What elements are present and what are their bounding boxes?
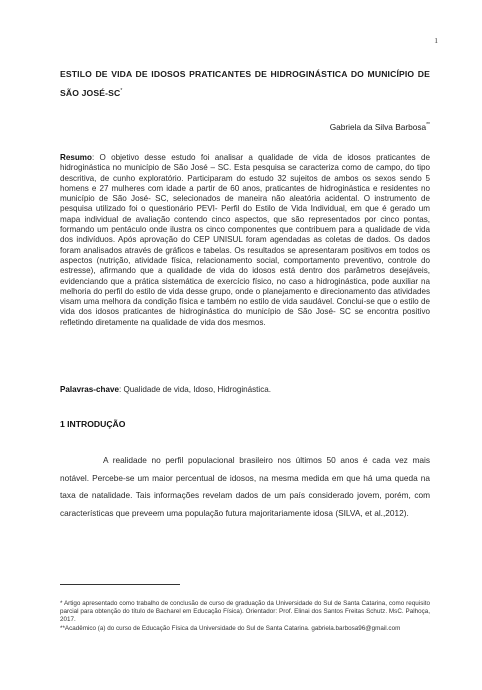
section-heading: 1 INTRODUÇÃO — [60, 419, 126, 429]
paper-title-text: ESTILO DE VIDA DE IDOSOS PRATICANTES DE HIDROGINÁSTICA DO MUNICÍPIO DE SÃO JOSÉ-SC — [60, 69, 430, 98]
footnote-1: * Artigo apresentado como trabalho de conclusão de curso de graduação da Universidade do Sul de Santa Catarina, como requisito parcial para obtenção do título de Bacharel em Educação Física). Orientador: Prof. Elinai dos Santos Freitas Schutz. MsC. Palhoça, 2017. — [60, 600, 430, 624]
author-name: Gabriela da Silva Barbosa — [329, 122, 427, 132]
abstract-label: Resumo — [60, 153, 92, 162]
footnote-2: **Acadêmico (a) do curso de Educação Física da Universidade do Sul de Santa Catarina. gabriela.barbosa96@gmail.com — [60, 624, 401, 632]
footnote-divider — [60, 584, 180, 585]
paper-title — [60, 66, 430, 102]
keywords-label: Palavras-chave — [60, 385, 119, 394]
keywords-text: : Qualidade de vida, Idoso, Hidroginástica. — [118, 385, 272, 394]
abstract-text: : O objetivo desse estudo foi analisar a qualidade de vida de idosos praticantes de hidroginástica no município de São José – SC. Esta pesquisa se caracteriza como de campo, do tipo descritiva, de cunho exploratório. Participaram do estudo 32 sujeitos de ambos os sexos sendo 5 homens e 27 mulheres com idade a partir de 60 anos, praticantes de hidroginástica e residentes no município de São José- SC, selecionados de maneira não aleatória acidental. O instrumento de pesquisa utilizado foi o questionário PEVI- Perfil do Estilo de Vida Individual, em que é gerado um mapa individual de avaliação contendo cinco aspectos, que são representados por cinco pontas, formando um pentáculo onde ilustra os cinco componentes que contribuem para a qualidade de vida dos indivíduos. Após aprovação do CEP UNISUL foram agendadas as coletas de dados. Os dados foram analisados através de gráficos e tabelas. Os resultados se apresentaram positivos em todos os aspectos (nutrição, atividade física, relacionamento social, comportamento preventivo, controle do estresse), afirmando que a qualidade de vida do idosos está dentro dos parâmetros desejáveis, evidenciando que a prática sistemática de exercício físico, no caso a hidroginástica, pode auxiliar na melhoria do perfil do estilo de vida desse grupo, onde o planejamento e direcionamento das atividades visam uma melhora da condição física e também no estilo de vida saudável. Conclui-se que o estilo de vida dos idosos praticantes de hidroginástica do município de São José- SC se encontra positivo refletindo diretamente na qualidade de vida dos mesmos. — [60, 153, 430, 327]
title-footnote-marker: * — [120, 88, 123, 94]
footnotes — [60, 600, 430, 633]
page-number: 1 — [434, 36, 438, 45]
intro-paragraph: A realidade no perfil populacional brasileiro nos últimos 50 anos é cada vez mais notável. Percebe-se um maior percentual de idosos, na mesma medida em que há uma queda na taxa de natalidade. Tais informações revelam dados de um país considerado jovem, porém, com características que preveem uma população futura majoritariamente idosa (SILVA, et al.,2012). — [60, 455, 430, 518]
author-line — [330, 122, 430, 132]
keywords — [60, 385, 430, 394]
author-footnote-marker: ** — [426, 122, 430, 129]
abstract — [60, 153, 430, 328]
